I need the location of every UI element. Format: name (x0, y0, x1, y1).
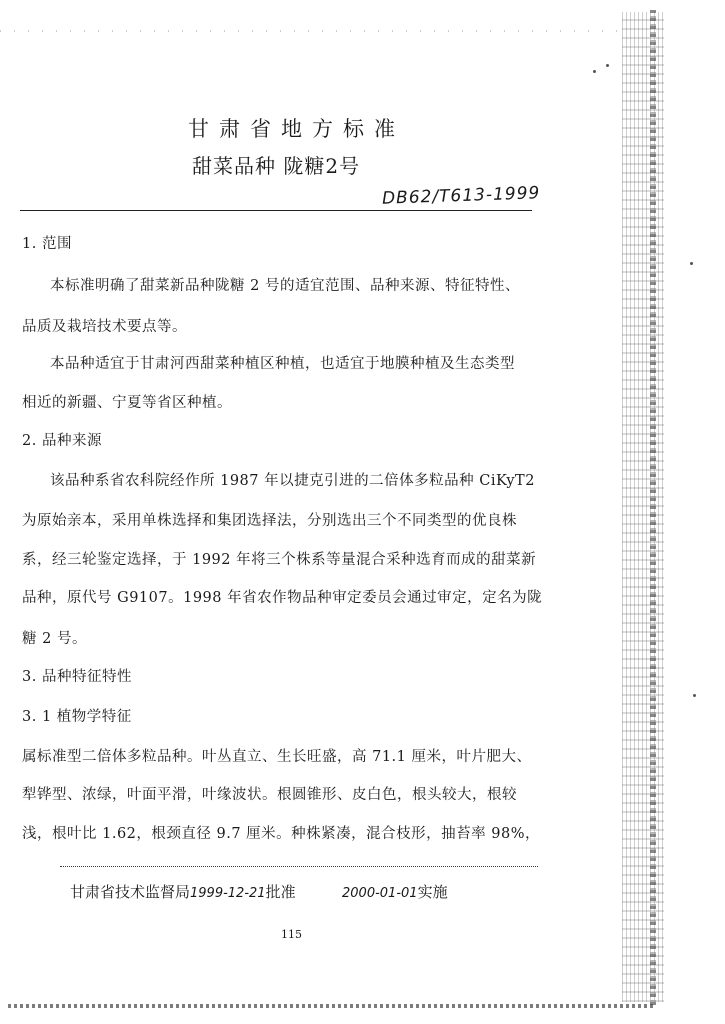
paragraph-line: 品种，原代号 G9107。1998 年省农作物品种审定委员会通过审定，定名为陇 (22, 590, 543, 606)
scan-noise-right (622, 12, 664, 1002)
scan-edge-right (650, 10, 656, 1005)
scan-speck (593, 70, 596, 73)
paragraph-line: 本品种适宜于甘肃河西甜菜种植区种植，也适宜于地膜种植及生态类型 (50, 356, 515, 372)
approval-date: 1999-12-21 (190, 886, 266, 901)
document-number: DB62/T613-1999 (381, 183, 541, 209)
footer-rule (60, 866, 538, 867)
implementation-date: 2000-01-01 (342, 886, 418, 901)
paragraph-line: 该品种系省农科院经作所 1987 年以捷克引进的二倍体多粒品种 CiKyT2 (50, 473, 535, 489)
approval-label: 批准 (265, 883, 296, 901)
subsection-heading-botanical: 3. 1 植物学特征 (22, 709, 132, 725)
section-heading-scope: 1. 范围 (22, 236, 72, 252)
scan-edge-bottom (8, 1004, 654, 1008)
scan-speck (690, 262, 693, 265)
paragraph-line: 犁铧型、浓绿，叶面平滑，叶缘波状。根圆锥形、皮白色，根头较大，根较 (22, 787, 517, 803)
scan-speck (693, 694, 696, 697)
paragraph-line: 系，经三轮鉴定选择，于 1992 年将三个株系等量混合采种选育而成的甜菜新 (22, 552, 537, 568)
approval-line (70, 881, 296, 902)
approval-authority: 甘肃省技术监督局 (70, 883, 191, 901)
paragraph-line: 浅，根叶比 1.62，根颈直径 9.7 厘米。种株紧凑，混合枝形，抽苔率 98%， (22, 826, 541, 842)
paragraph-line: 本标准明确了甜菜新品种陇糖 2 号的适宜范围、品种来源、特征特性、 (50, 278, 520, 294)
page-number: 115 (281, 928, 302, 941)
document-subtitle: 甜菜品种 陇糖2号 (192, 154, 361, 178)
paragraph-line: 品质及栽培技术要点等。 (22, 319, 187, 335)
section-heading-origin: 2. 品种来源 (22, 433, 102, 449)
implementation-line (342, 881, 448, 902)
paragraph-line: 相近的新疆、宁夏等省区种植。 (22, 395, 232, 411)
paragraph-line: 糖 2 号。 (22, 631, 87, 647)
document-title: 甘肃省地方标准 (188, 117, 405, 141)
paragraph-line: 为原始亲本，采用单株选择和集团选择法，分别选出三个不同类型的优良株 (22, 513, 517, 529)
scan-speck (606, 64, 609, 67)
section-heading-characteristics: 3. 品种特征特性 (22, 669, 132, 685)
scan-noise-top (0, 30, 620, 32)
header-rule (20, 210, 532, 211)
implementation-label: 实施 (417, 883, 448, 901)
paragraph-line: 属标准型二倍体多粒品种。叶丛直立、生长旺盛，高 71.1 厘米，叶片肥大、 (22, 749, 532, 765)
